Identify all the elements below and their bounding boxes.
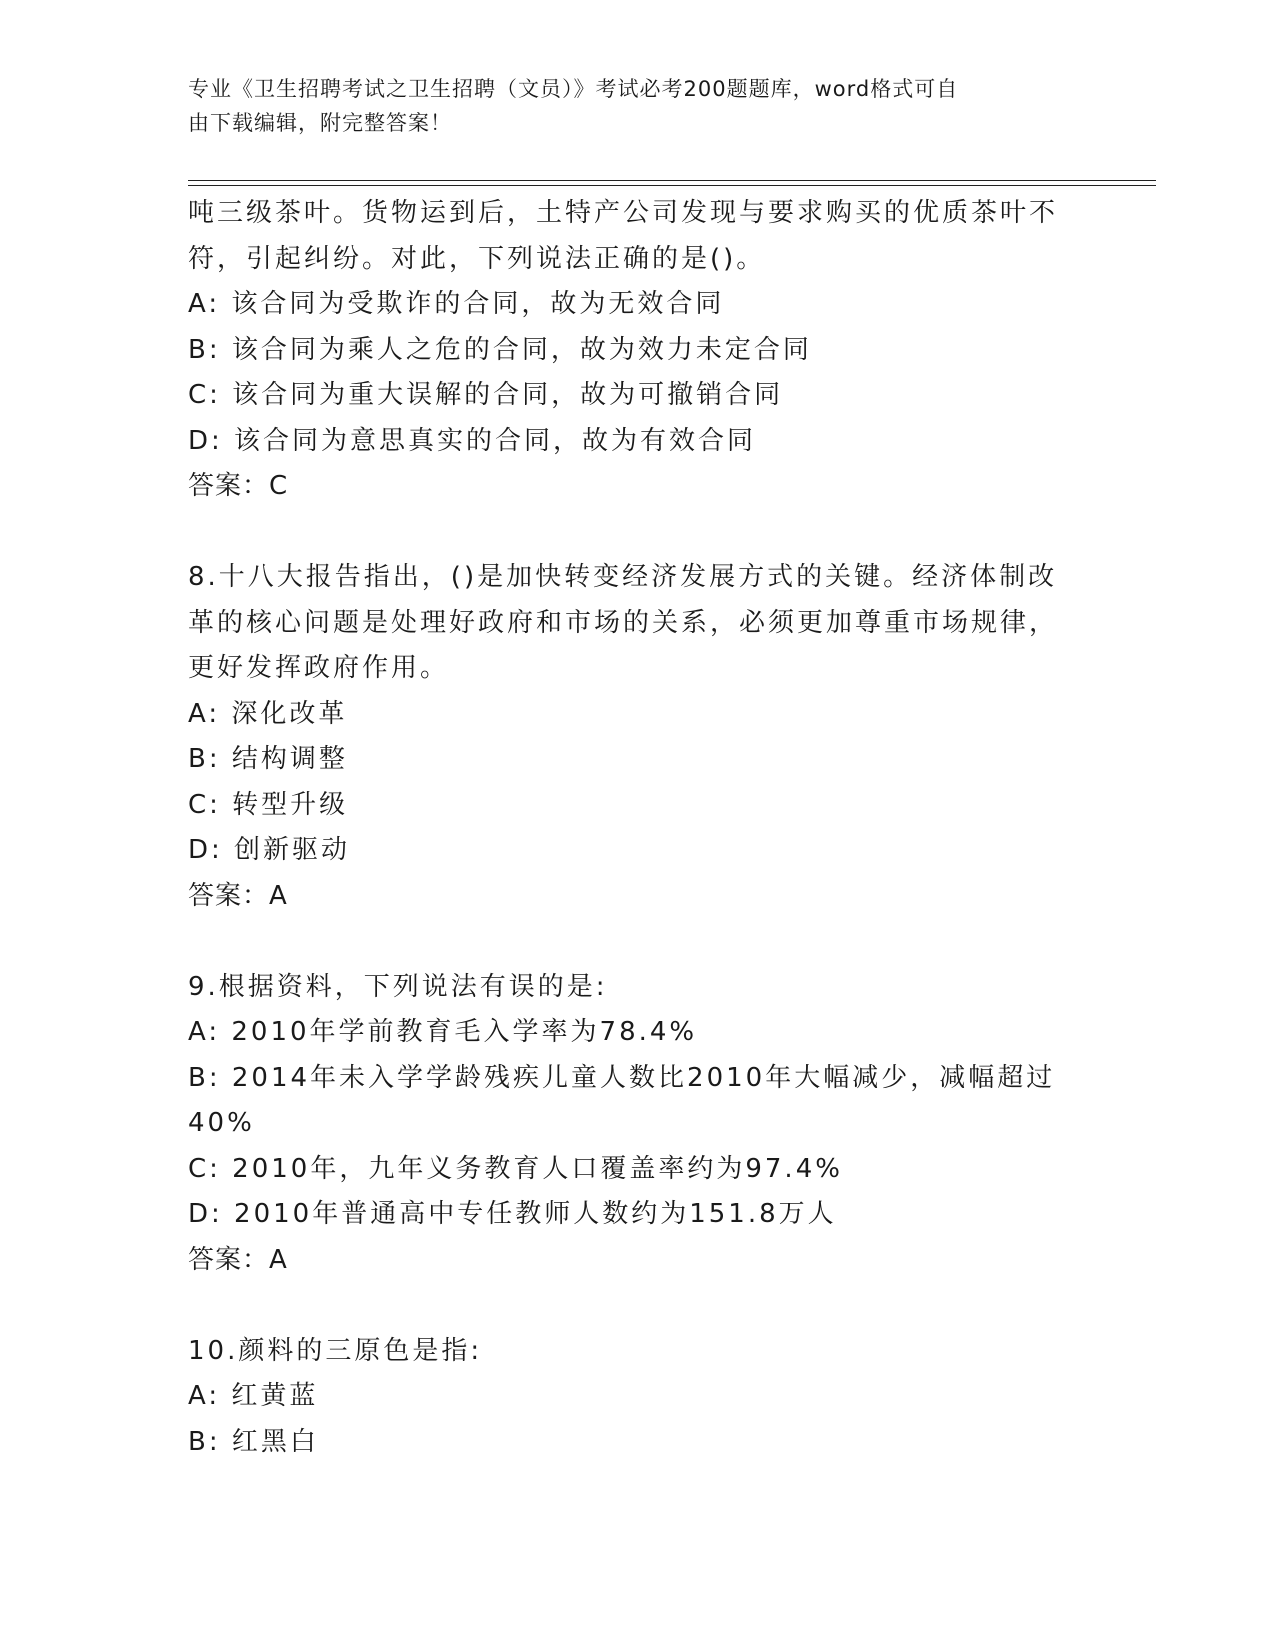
option-a: A: 红黄蓝 [188, 1381, 319, 1411]
option-b-continued: 40% [188, 1108, 255, 1138]
question-7 [188, 191, 1068, 510]
question-stem: 8.十八大报告指出，()是加快转变经济发展方式的关键。经济体制改 [188, 562, 1058, 592]
option-c: C: 转型升级 [188, 789, 349, 820]
option-c: C: 2010年，九年义务教育人口覆盖率约为97.4% [188, 1153, 843, 1184]
document-header [188, 72, 1068, 140]
spacer [188, 510, 1068, 556]
option-d: D: 2010年普通高中专任教师人数约为151.8万人 [188, 1199, 837, 1229]
option-d: D: 该合同为意思真实的合同，故为有效合同 [188, 425, 757, 456]
question-stem: 更好发挥政府作用。 [188, 653, 450, 683]
option-d: D: 创新驱动 [188, 835, 351, 865]
option-b: B: 结构调整 [188, 744, 348, 774]
question-stem: 吨三级茶叶。货物运到后，土特产公司发现与要求购买的优质茶叶不 [188, 198, 1059, 228]
option-b: B: 该合同为乘人之危的合同，故为效力未定合同 [188, 334, 812, 365]
option-b: B: 2014年未入学学龄残疾儿童人数比2010年大幅减少，减幅超过 [188, 1062, 1056, 1093]
option-b: B: 红黑白 [188, 1426, 319, 1457]
question-8 [188, 555, 1068, 919]
question-stem: 符，引起纠纷。对此，下列说法正确的是()。 [188, 243, 766, 274]
option-a: A: 该合同为受欺诈的合同，故为无效合同 [188, 289, 725, 319]
option-a: A: 深化改革 [188, 698, 348, 729]
header-divider [188, 180, 1156, 186]
header-line-2: 由下载编辑，附完整答案！ [188, 111, 452, 135]
answer-line: 答案：A [188, 880, 288, 911]
option-a: A: 2010年学前教育毛入学率为78.4% [188, 1017, 698, 1047]
question-stem: 9.根据资料，下列说法有误的是: [188, 971, 608, 1002]
question-9 [188, 965, 1068, 1284]
spacer [188, 919, 1068, 965]
option-c: C: 该合同为重大误解的合同，故为可撤销合同 [188, 380, 784, 410]
answer-line: 答案：C [188, 471, 289, 501]
spacer [188, 1283, 1068, 1329]
answer-line: 答案：A [188, 1244, 288, 1275]
question-stem: 革的核心问题是处理好政府和市场的关系，必须更加尊重市场规律， [188, 607, 1059, 638]
header-line-1: 专业《卫生招聘考试之卫生招聘（文员）》考试必考200题题库，word格式可自 [188, 77, 959, 101]
question-10 [188, 1329, 1068, 1466]
question-list [188, 191, 1068, 1465]
question-stem: 10.颜料的三原色是指: [188, 1335, 483, 1366]
